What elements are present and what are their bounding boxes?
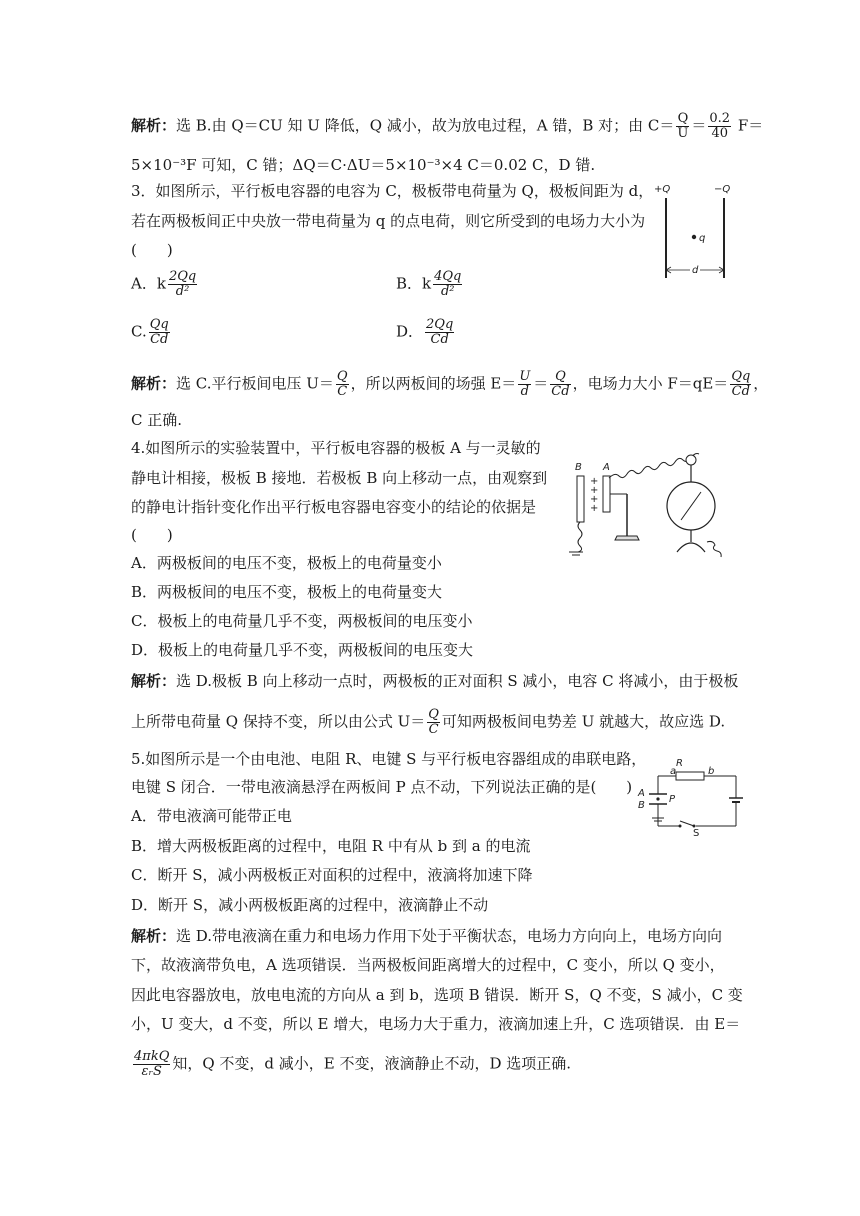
denominator: U [677, 126, 689, 141]
q3-answer-line-2: C 正确. [131, 411, 183, 429]
equals: ＝ [691, 116, 707, 135]
resistor [676, 772, 704, 780]
ground-wire-b [578, 522, 582, 552]
answer-text: ， [753, 374, 769, 393]
fraction [149, 318, 170, 347]
plate-b [577, 476, 584, 522]
plate-b-label: B [638, 800, 645, 811]
plus-sign-icon: + [590, 485, 599, 496]
answer-text: 上所带电荷量 Q 保持不变，所以由公式 U＝ [131, 712, 426, 731]
plate-a-label: A [603, 462, 610, 473]
q3-option-c [131, 318, 172, 347]
fraction [550, 370, 570, 399]
q3-option-a [131, 270, 199, 299]
q3-answer-line-1 [131, 370, 768, 399]
numerator: 2Qq [426, 317, 454, 332]
q4-figure-electroscope-apparatus [555, 436, 745, 560]
answer-text: ，电场力大小 F＝qE＝ [572, 374, 729, 393]
minus-q-label: −Q [714, 184, 731, 195]
answer-text: 可知两极板间电势差 U 就越大，故应选 D. [441, 712, 726, 731]
q4-option-a: A．两极板间的电压不变，极板上的电荷量变小 [131, 554, 442, 572]
p-label: P [669, 794, 676, 805]
denominator: d [520, 384, 529, 399]
q3-option-d [396, 318, 456, 347]
fraction [433, 270, 462, 299]
q5-option-b: B．增大两极板距离的过程中，电阻 R 中有从 b 到 a 的电流 [131, 837, 531, 855]
q5-option-a: A．带电液滴可能带正电 [131, 807, 292, 825]
denominator: Cd [731, 384, 750, 399]
q4-stem-line-3: 的静电计指针变化作出平行板电容器电容变小的结论的依据是 [131, 498, 537, 516]
numerator: Q [428, 707, 439, 722]
fraction [168, 270, 197, 299]
plate-a-label: A [638, 788, 645, 799]
q4-stem-line-2: 静电计相接，极板 B 接地．若极板 B 向上移动一点，由观察到 [131, 469, 548, 487]
q4-option-c: C．极板上的电荷量几乎不变，两极板间的电压变小 [131, 612, 473, 630]
q5-option-c: C．断开 S，减小两极板正对面积的过程中，液滴将加速下降 [131, 866, 533, 884]
droplet-dot [656, 797, 659, 800]
q5-answer-line-2: 下，故液滴带负电，A 选项错误．当两极板间距离增大的过程中，C 变小，所以 Q 变小， [131, 956, 725, 974]
denominator: εᵣS [141, 1064, 162, 1079]
plate-b-label: B [575, 462, 582, 473]
q4-stem-line-1: 4.如图所示的实验装置中，平行板电容器的极板 A 与一灵敏的 [131, 439, 541, 457]
fraction [336, 370, 349, 399]
stand-base [615, 536, 639, 540]
answer-text: 选 C.平行板间电压 U＝ [176, 374, 334, 393]
fraction [730, 370, 751, 399]
plate-a [603, 476, 610, 512]
plus-sign-icon: + [590, 503, 599, 514]
fraction [427, 708, 440, 737]
answer-label: 解析： [131, 672, 177, 690]
q5-answer-line-5 [131, 1050, 571, 1079]
q4-option-d: D．极板上的电荷量几乎不变，两极板间的电压变大 [131, 641, 474, 659]
answer-text: 选 D.极板 B 向上移动一点时，两极板的正对面积 S 减小，电容 C 将减小，由于极板 [176, 672, 739, 690]
denominator: 40 [711, 126, 729, 141]
answer-label: 解析： [131, 116, 177, 135]
ground-wire-electroscope [707, 541, 721, 557]
option-label: C. [131, 322, 147, 341]
equals: ＝ [533, 374, 549, 393]
answer-text: 选 B.由 Q＝CU 知 U 降低，Q 减小，故为放电过程，A 错，B 对；由 C＝ [176, 116, 675, 135]
q3-stem-line-2: 若在两极板间正中央放一带电荷量为 q 的点电荷，则它所受到的电场力大小为 [131, 212, 646, 230]
numerator: 4Qq [434, 269, 462, 284]
q3-stem-line-3: ( ) [131, 241, 173, 259]
answer-text: 知，Q 不变，d 减小，E 不变，液滴静止不动，D 选项正确. [172, 1054, 572, 1073]
r-label: R [676, 758, 683, 769]
q4-answer-line-2 [131, 708, 725, 737]
answer-text: 选 D.带电液滴在重力和电场力作用下处于平衡状态，电场力方向向上，电场方向向 [176, 927, 723, 945]
b-label: b [708, 766, 715, 777]
q-label: q [699, 233, 706, 244]
d-label: d [692, 265, 699, 276]
numerator: U [519, 369, 531, 384]
point-charge-dot [692, 235, 696, 239]
fraction [676, 112, 689, 141]
numerator: Q [677, 111, 689, 126]
numerator: 4πkQ [134, 1049, 170, 1064]
q5-answer-line-3: 因此电容器放电，放电电流的方向从 a 到 b，选项 B 错误．断开 S，Q 不变，S 减小，C 变 [131, 986, 743, 1004]
numerator: 0.2 [709, 111, 731, 126]
electroscope-legs [677, 543, 705, 552]
fraction [133, 1050, 170, 1079]
numerator: Qq [149, 317, 169, 332]
numerator: Q [336, 369, 348, 384]
option-label: D． [396, 322, 424, 341]
plus-sign-icon: + [590, 476, 599, 487]
plus-sign-icon: + [590, 494, 599, 505]
denominator: Cd [430, 332, 449, 347]
answer-text: F＝ [733, 116, 764, 135]
electroscope-knob [686, 455, 696, 465]
fraction [518, 370, 531, 399]
switch-blade [680, 821, 694, 826]
numerator: 2Qq [168, 269, 197, 284]
fraction [425, 318, 454, 347]
fraction [708, 112, 731, 141]
q4-option-b: B．两极板间的电压不变，极板上的电荷量变大 [131, 583, 443, 601]
numerator: Qq [731, 369, 751, 384]
s-label: S [693, 828, 700, 839]
connecting-wire [609, 454, 699, 479]
q3-stem-line-1: 3．如图所示，平行板电容器的电容为 C，极板带电荷量为 Q，极板间距为 d， [131, 182, 654, 200]
q4-answer-line-1 [131, 671, 738, 691]
denominator: d² [175, 284, 190, 299]
q4-stem-line-4: ( ) [131, 526, 173, 544]
answer-label: 解析： [131, 374, 177, 393]
answer-label: 解析： [131, 927, 177, 945]
denominator: d² [440, 284, 455, 299]
denominator: Cd [150, 332, 169, 347]
a-label: a [670, 766, 677, 777]
option-label: A．k [131, 274, 166, 293]
numerator: Q [550, 370, 570, 385]
q5-stem-line-1: 5.如图所示是一个由电池、电阻 R、电键 S 与平行板电容器组成的串联电路， [131, 750, 647, 768]
denominator: C [428, 722, 439, 737]
q2-answer-line-1 [131, 112, 763, 141]
answer-text: ，所以两板间的场强 E＝ [350, 374, 517, 393]
denominator: Cd [551, 384, 570, 399]
q5-answer-line-4: 小，U 变大，d 不变，所以 E 增大，电场力大于重力，液滴加速上升，C 选项错误．由 E＝ [131, 1015, 741, 1033]
q3-option-b [396, 270, 464, 299]
denominator: C [337, 384, 348, 399]
plus-q-label: +Q [654, 184, 671, 195]
q5-option-d: D．断开 S，减小两极板距离的过程中，液滴静止不动 [131, 896, 489, 914]
option-label: B．k [396, 274, 432, 293]
q5-answer-line-1 [131, 926, 722, 946]
q3-figure-parallel-plates [650, 178, 740, 284]
q5-stem-line-2: 电键 S 闭合．一带电液滴悬浮在两板间 P 点不动，下列说法正确的是( ) [131, 778, 633, 796]
q2-answer-line-2: 5×10⁻³F 可知，C 错；ΔQ＝C·ΔU＝5×10⁻³×4 C＝0.02 C，D 错. [131, 156, 596, 174]
q5-figure-circuit [636, 752, 746, 839]
